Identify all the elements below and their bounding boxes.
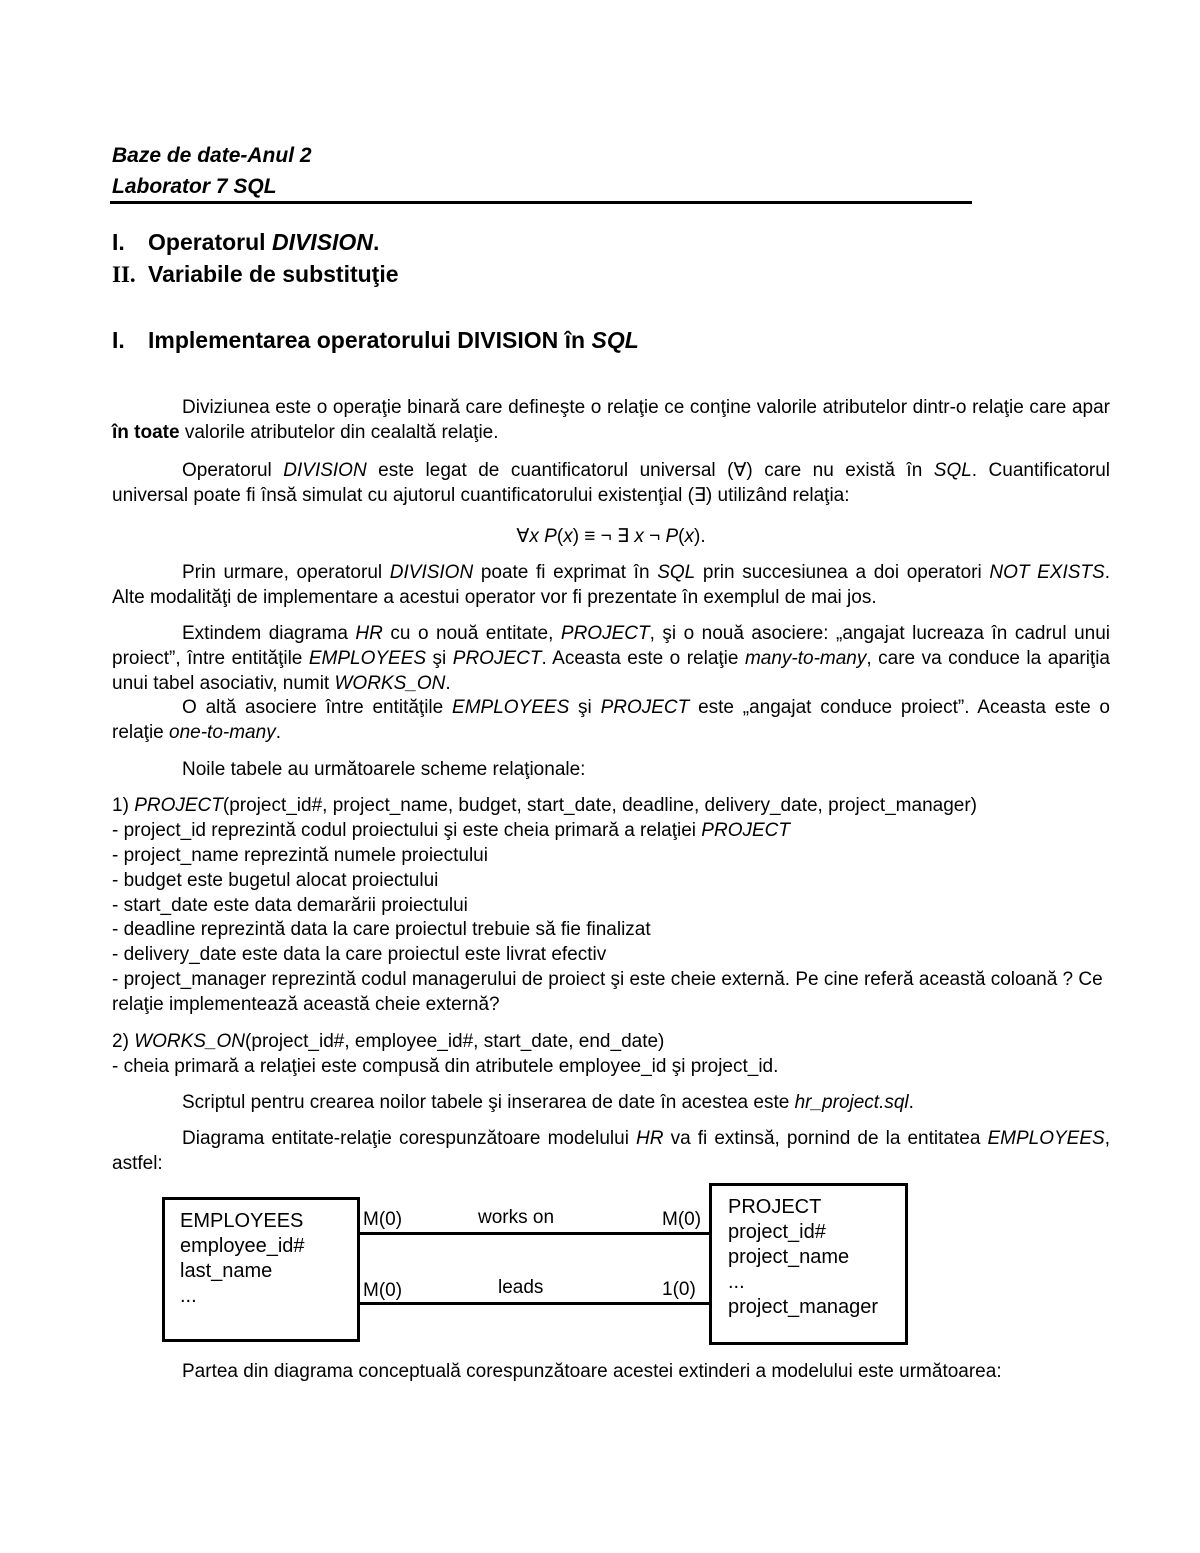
toc-text: Variabile de substituţie xyxy=(148,261,399,287)
paragraph-one-to-many: O altă asociere între entităţile EMPLOYEES şi PROJECT este „angajat conduce proiect”. Aceasta este o relaţie one-to-many. xyxy=(112,697,1110,743)
paragraph-division-definition: Diviziunea este o operaţie binară care defineşte o relaţie ce conţine valorile atributelor dintr-o relaţie care apar în toate valorile atributelor din cealaltă relaţie. xyxy=(112,397,1110,443)
entity-attribute: project_manager xyxy=(728,1296,879,1318)
schema-project-line: - start_date este data demarării proiectului xyxy=(112,895,468,916)
schema-project-line: - delivery_date este data la care proiectul este livrat efectiv xyxy=(112,944,607,965)
section-heading xyxy=(112,327,639,354)
entity-attribute: project_id# xyxy=(728,1221,826,1243)
entity-project xyxy=(709,1183,908,1345)
schema-project-line: - project_manager reprezintă codul managerului de proiect şi este cheie externă. Pe cine referă această coloană ? Ce relaţie implementează această cheie externă? xyxy=(112,969,1103,1015)
toc-item-2 xyxy=(112,261,399,288)
toc-italic: DIVISION xyxy=(271,229,373,255)
toc-number: II. xyxy=(112,262,136,287)
header-rule xyxy=(110,201,972,204)
schema-project-line: - deadline reprezintă data la care proiectul trebuie să fie finalizat xyxy=(112,919,651,940)
cardinality-label: M(0) xyxy=(363,1209,403,1230)
entity-attribute: employee_id# xyxy=(180,1235,305,1257)
entity-name: EMPLOYEES xyxy=(180,1210,304,1232)
schema-project: 1) PROJECT(project_id#, project_name, budget, start_date, deadline, delivery_date, project_manager) xyxy=(112,795,978,816)
section-number: I. xyxy=(112,327,125,353)
paragraph-extend-diagram: Extindem diagrama HR cu o nouă entitate, PROJECT, şi o nouă asociere: „angajat lucreaza în cadrul unui proiect”, între entităţile EMPLOYEES şi PROJECT. Aceasta este o relaţie many-to-many, care va conduce la apariţia unui tabel asociativ, numit WORKS_ON. xyxy=(112,623,1111,694)
paragraph-er-diagram: Diagrama entitate-relaţie corespunzătoare modelului HR va fi extinsă, pornind de la entitatea EMPLOYEES, astfel: xyxy=(112,1128,1110,1174)
entity-attribute: project_name xyxy=(728,1246,850,1268)
schema-works-on-line: - cheia primară a relaţiei este compusă din atributele employee_id şi project_id. xyxy=(112,1056,779,1077)
paragraph-new-tables: Noile tabele au următoarele scheme relaţionale: xyxy=(182,759,586,780)
entity-name: PROJECT xyxy=(728,1196,822,1218)
relationship-name: works on xyxy=(478,1207,555,1228)
paragraph-script: Scriptul pentru crearea noilor tabele şi inserarea de date în acestea este hr_project.sql. xyxy=(182,1092,914,1113)
section-text: Implementarea operatorului DIVISION în xyxy=(148,327,592,353)
schema-project-line: - budget este bugetul alocat proiectului xyxy=(112,870,439,891)
relationship-line-leads xyxy=(360,1302,710,1305)
paragraph-conceptual-diagram: Partea din diagrama conceptuală corespunzătoare acestei extinderi a modelului este următoarea: xyxy=(182,1361,1002,1382)
section-italic: SQL xyxy=(591,327,639,353)
toc-tail: . xyxy=(372,229,380,255)
paragraph-universal-quantifier: Operatorul DIVISION este legat de cuantificatorul universal (∀) care nu există în SQL. Cuantificatorul universal poate fi însă simulat cu ajutorul cuantificatorului existenţial (∃) utilizând relaţia: xyxy=(112,460,1111,506)
entity-employees xyxy=(162,1197,360,1342)
toc-text: Operatorul xyxy=(148,229,272,255)
relationship-line-works-on xyxy=(360,1232,710,1235)
paragraph-not-exists: Prin urmare, operatorul DIVISION poate fi exprimat în SQL prin succesiunea a doi operatori NOT EXISTS. Alte modalităţi de implementare a acestui operator vor fi prezentate în exemplul de mai jos. xyxy=(112,562,1110,608)
lab-title: Laborator 7 SQL xyxy=(112,175,277,198)
relationship-name: leads xyxy=(498,1277,544,1298)
formula: ∀x P(x) ≡ ¬ ∃ x ¬ P(x). xyxy=(516,526,706,547)
cardinality-label: 1(0) xyxy=(662,1279,696,1300)
cardinality-label: M(0) xyxy=(662,1209,702,1230)
entity-attribute: ... xyxy=(180,1285,197,1307)
schema-works-on: 2) WORKS_ON(project_id#, employee_id#, start_date, end_date) xyxy=(112,1031,665,1052)
schema-project-line: - project_id reprezintă codul proiectului şi este cheia primară a relaţiei PROJECT xyxy=(112,820,790,841)
schema-project-line: - project_name reprezintă numele proiectului xyxy=(112,845,488,866)
course-title: Baze de date-Anul 2 xyxy=(112,144,312,167)
toc-item-1 xyxy=(112,229,379,256)
toc-number: I. xyxy=(112,229,125,255)
entity-attribute: last_name xyxy=(180,1260,273,1282)
entity-attribute: ... xyxy=(728,1271,745,1293)
cardinality-label: M(0) xyxy=(363,1280,403,1301)
